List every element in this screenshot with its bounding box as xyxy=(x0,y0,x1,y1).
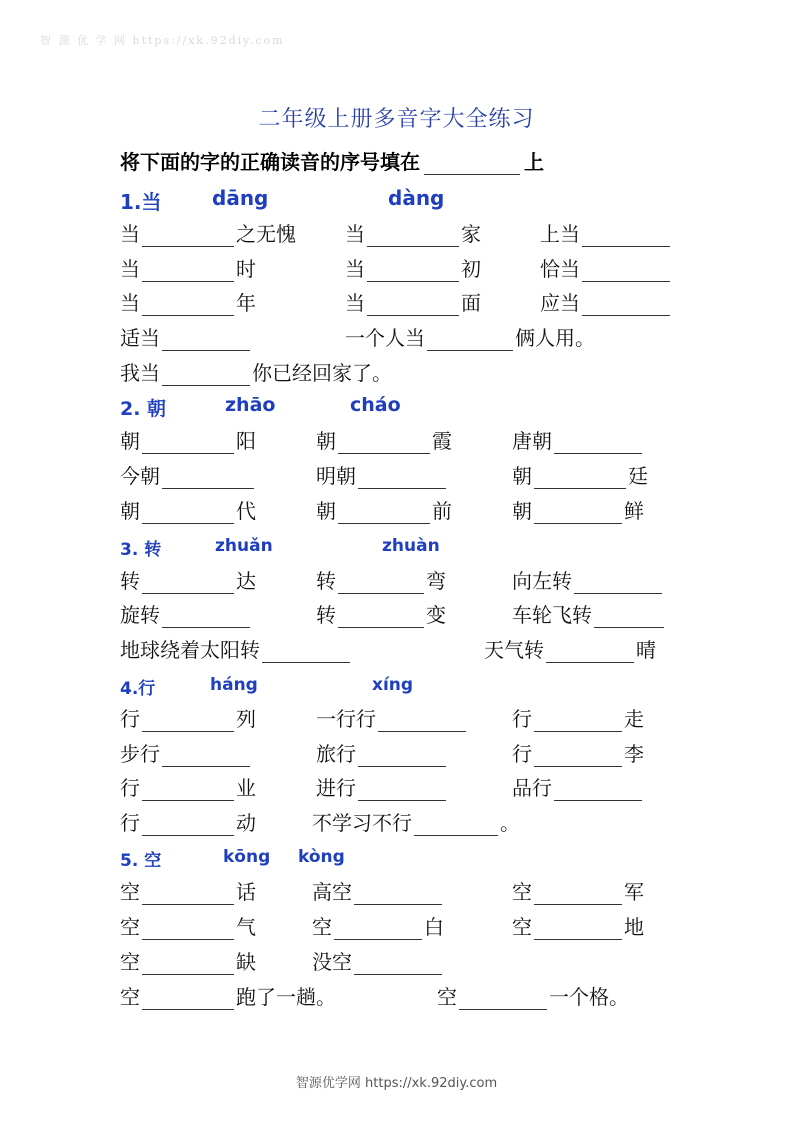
item-prefix: 旋转 xyxy=(120,603,160,627)
answer-blank[interactable] xyxy=(142,573,234,594)
answer-blank[interactable] xyxy=(367,226,459,247)
exercise-item xyxy=(120,325,252,351)
answer-blank[interactable] xyxy=(594,607,664,628)
answer-blank[interactable] xyxy=(534,746,622,767)
answer-blank[interactable] xyxy=(534,468,626,489)
item-prefix: 空 xyxy=(512,880,532,904)
exercise-item xyxy=(312,914,444,940)
answer-blank[interactable] xyxy=(574,573,662,594)
exercise-item xyxy=(120,498,256,524)
item-suffix: 李 xyxy=(624,742,644,766)
item-suffix: 达 xyxy=(236,569,256,593)
exercise-item xyxy=(120,949,256,975)
answer-blank[interactable] xyxy=(142,226,234,247)
item-prefix: 空 xyxy=(120,915,140,939)
exercise-item xyxy=(120,256,256,282)
item-suffix: 前 xyxy=(432,499,452,523)
item-suffix: 代 xyxy=(236,499,256,523)
item-prefix: 应当 xyxy=(540,291,580,315)
item-suffix: 军 xyxy=(624,880,644,904)
answer-blank[interactable] xyxy=(546,642,634,663)
answer-blank[interactable] xyxy=(142,954,234,975)
section-3-pinyin-2: zhuàn xyxy=(382,536,440,556)
answer-blank[interactable] xyxy=(414,815,498,836)
answer-blank[interactable] xyxy=(142,919,234,940)
item-prefix: 没空 xyxy=(312,950,352,974)
item-prefix: 地球绕着太阳转 xyxy=(120,638,260,662)
item-suffix: 一个格。 xyxy=(549,985,629,1009)
item-prefix: 转 xyxy=(316,569,336,593)
exercise-item xyxy=(512,568,664,594)
item-prefix: 天气转 xyxy=(484,638,544,662)
section-4-char: 4.行 xyxy=(120,679,156,699)
exercise-item xyxy=(437,984,629,1010)
exercise-item xyxy=(316,775,448,801)
item-prefix: 朝 xyxy=(512,499,532,523)
item-prefix: 空 xyxy=(437,985,457,1009)
answer-blank[interactable] xyxy=(142,989,234,1010)
item-suffix: 弯 xyxy=(426,569,446,593)
exercise-item xyxy=(120,775,256,801)
exercise-item xyxy=(120,706,256,732)
section-4-pinyin-1: háng xyxy=(210,675,258,695)
item-suffix: 时 xyxy=(236,257,256,281)
exercise-item xyxy=(512,879,644,905)
answer-blank[interactable] xyxy=(554,780,642,801)
answer-blank[interactable] xyxy=(162,330,250,351)
item-prefix: 我当 xyxy=(120,361,160,385)
item-prefix: 品行 xyxy=(512,776,552,800)
item-prefix: 空 xyxy=(120,985,140,1009)
item-prefix: 向左转 xyxy=(512,569,572,593)
item-prefix: 当 xyxy=(345,257,365,281)
item-prefix: 明朝 xyxy=(316,464,356,488)
exercise-item xyxy=(484,637,656,663)
item-prefix: 不学习不行 xyxy=(312,811,412,835)
answer-blank[interactable] xyxy=(338,433,430,454)
item-prefix: 今朝 xyxy=(120,464,160,488)
section-3-pinyin-1: zhuǎn xyxy=(215,536,273,556)
item-prefix: 朝 xyxy=(512,464,532,488)
item-suffix: 缺 xyxy=(236,950,256,974)
item-suffix: 动 xyxy=(236,811,256,835)
answer-blank[interactable] xyxy=(534,884,622,905)
page-title: 二年级上册多音字大全练习 xyxy=(258,107,535,132)
exercise-item xyxy=(120,290,256,316)
exercise-item xyxy=(512,602,666,628)
item-suffix: 列 xyxy=(236,707,256,731)
item-suffix: 你已经回家了。 xyxy=(252,361,392,385)
item-suffix: 霞 xyxy=(432,429,452,453)
exercise-item xyxy=(316,706,468,732)
item-prefix: 空 xyxy=(120,950,140,974)
answer-blank[interactable] xyxy=(142,503,234,524)
instruction-text: 将下面的字的正确读音的序号填在 xyxy=(120,150,420,174)
item-prefix: 步行 xyxy=(120,742,160,766)
section-5-pinyin-1: kōng xyxy=(223,847,271,867)
item-suffix: 廷 xyxy=(628,464,648,488)
item-suffix: 面 xyxy=(461,291,481,315)
section-2-pinyin-1: zhāo xyxy=(225,394,276,416)
instruction-end: 上 xyxy=(524,150,544,174)
answer-blank[interactable] xyxy=(367,295,459,316)
answer-blank[interactable] xyxy=(142,815,234,836)
item-prefix: 当 xyxy=(120,222,140,246)
exercise-item xyxy=(120,810,256,836)
item-prefix: 唐朝 xyxy=(512,429,552,453)
answer-blank[interactable] xyxy=(582,295,670,316)
answer-blank[interactable] xyxy=(142,884,234,905)
instruction xyxy=(120,146,544,175)
answer-blank[interactable] xyxy=(162,468,254,489)
exercise-item xyxy=(120,914,256,940)
answer-blank[interactable] xyxy=(459,989,547,1010)
exercise-item xyxy=(312,810,520,836)
item-prefix: 当 xyxy=(345,222,365,246)
answer-blank[interactable] xyxy=(534,711,622,732)
answer-blank[interactable] xyxy=(424,154,520,175)
exercise-item xyxy=(120,984,336,1010)
item-prefix: 当 xyxy=(120,291,140,315)
exercise-item xyxy=(345,221,481,247)
item-prefix: 行 xyxy=(120,707,140,731)
item-suffix: 走 xyxy=(624,707,644,731)
exercise-item xyxy=(345,256,481,282)
item-prefix: 上当 xyxy=(540,222,580,246)
item-prefix: 恰当 xyxy=(540,257,580,281)
answer-blank[interactable] xyxy=(142,780,234,801)
item-prefix: 当 xyxy=(120,257,140,281)
exercise-item xyxy=(316,602,446,628)
item-prefix: 一行行 xyxy=(316,707,376,731)
item-suffix: 鲜 xyxy=(624,499,644,523)
item-suffix: 白 xyxy=(424,915,444,939)
item-suffix: 家 xyxy=(461,222,481,246)
item-prefix: 空 xyxy=(120,880,140,904)
item-suffix: 跑了一趟。 xyxy=(236,985,336,1009)
item-suffix: 阳 xyxy=(236,429,256,453)
answer-blank[interactable] xyxy=(338,607,424,628)
answer-blank[interactable] xyxy=(162,607,250,628)
exercise-item xyxy=(540,221,672,247)
answer-blank[interactable] xyxy=(142,433,234,454)
answer-blank[interactable] xyxy=(142,261,234,282)
section-2-pinyin-2: cháo xyxy=(350,394,401,416)
item-prefix: 朝 xyxy=(120,429,140,453)
exercise-item xyxy=(120,463,256,489)
item-prefix: 行 xyxy=(120,811,140,835)
item-suffix: 变 xyxy=(426,603,446,627)
answer-blank[interactable] xyxy=(338,573,424,594)
exercise-item xyxy=(120,428,256,454)
answer-blank[interactable] xyxy=(354,884,442,905)
item-prefix: 空 xyxy=(312,915,332,939)
item-prefix: 空 xyxy=(512,915,532,939)
item-prefix: 朝 xyxy=(316,499,336,523)
item-prefix: 进行 xyxy=(316,776,356,800)
item-prefix: 高空 xyxy=(312,880,352,904)
section-5-pinyin-2: kòng xyxy=(298,847,345,867)
answer-blank[interactable] xyxy=(162,746,250,767)
answer-blank[interactable] xyxy=(378,711,466,732)
exercise-item xyxy=(312,879,444,905)
exercise-item xyxy=(345,290,481,316)
answer-blank[interactable] xyxy=(534,919,622,940)
item-prefix: 适当 xyxy=(120,326,160,350)
section-5-char: 5. 空 xyxy=(120,851,162,871)
exercise-item xyxy=(120,741,252,767)
item-suffix: 业 xyxy=(236,776,256,800)
item-prefix: 一个人当 xyxy=(345,326,425,350)
section-3-char: 3. 转 xyxy=(120,540,162,560)
exercise-item xyxy=(120,879,256,905)
exercise-item xyxy=(120,637,352,663)
exercise-item xyxy=(345,325,595,351)
section-1-pinyin-2: dàng xyxy=(388,186,445,210)
exercise-item xyxy=(540,256,672,282)
answer-blank[interactable] xyxy=(142,711,234,732)
answer-blank[interactable] xyxy=(354,954,442,975)
answer-blank[interactable] xyxy=(427,330,513,351)
item-prefix: 旅行 xyxy=(316,742,356,766)
item-suffix: 俩人用。 xyxy=(515,326,595,350)
item-prefix: 朝 xyxy=(316,429,336,453)
exercise-item xyxy=(316,428,452,454)
item-suffix: 年 xyxy=(236,291,256,315)
exercise-item xyxy=(316,741,448,767)
answer-blank[interactable] xyxy=(142,295,234,316)
answer-blank[interactable] xyxy=(262,642,350,663)
exercise-item xyxy=(120,360,392,386)
exercise-item xyxy=(512,428,644,454)
answer-blank[interactable] xyxy=(358,468,446,489)
answer-blank[interactable] xyxy=(162,365,250,386)
exercise-item xyxy=(120,568,256,594)
exercise-item xyxy=(512,741,644,767)
exercise-item xyxy=(120,221,296,247)
section-2-char: 2. 朝 xyxy=(120,398,167,420)
item-suffix: 之无愧 xyxy=(236,222,296,246)
exercise-item xyxy=(120,602,252,628)
item-suffix: 气 xyxy=(236,915,256,939)
item-suffix: 地 xyxy=(624,915,644,939)
answer-blank[interactable] xyxy=(367,261,459,282)
exercise-item xyxy=(312,949,444,975)
answer-blank[interactable] xyxy=(554,433,642,454)
item-suffix: 晴 xyxy=(636,638,656,662)
footer-source: 智源优学网 https://xk.92diy.com xyxy=(295,1076,498,1091)
item-prefix: 朝 xyxy=(120,499,140,523)
faint-header-watermark: 智 源 优 学 网 https://xk.92diy.com xyxy=(40,34,285,47)
answer-blank[interactable] xyxy=(338,503,430,524)
item-prefix: 车轮飞转 xyxy=(512,603,592,627)
answer-blank[interactable] xyxy=(582,226,670,247)
item-prefix: 行 xyxy=(512,707,532,731)
exercise-item xyxy=(512,775,644,801)
item-prefix: 转 xyxy=(316,603,336,627)
item-suffix: 初 xyxy=(461,257,481,281)
item-suffix: 。 xyxy=(500,811,520,835)
answer-blank[interactable] xyxy=(534,503,622,524)
exercise-item xyxy=(316,463,448,489)
answer-blank[interactable] xyxy=(582,261,670,282)
section-4-pinyin-2: xíng xyxy=(372,675,414,695)
item-prefix: 转 xyxy=(120,569,140,593)
item-prefix: 行 xyxy=(120,776,140,800)
exercise-item xyxy=(316,498,452,524)
answer-blank[interactable] xyxy=(358,780,446,801)
section-1-char: 1.当 xyxy=(120,190,162,214)
answer-blank[interactable] xyxy=(334,919,422,940)
exercise-item xyxy=(316,568,446,594)
exercise-item xyxy=(512,914,644,940)
section-1-pinyin-1: dāng xyxy=(212,186,269,210)
exercise-item xyxy=(512,498,644,524)
answer-blank[interactable] xyxy=(358,746,446,767)
exercise-item xyxy=(512,706,644,732)
item-prefix: 行 xyxy=(512,742,532,766)
item-prefix: 当 xyxy=(345,291,365,315)
item-suffix: 话 xyxy=(236,880,256,904)
exercise-item xyxy=(512,463,648,489)
exercise-item xyxy=(540,290,672,316)
